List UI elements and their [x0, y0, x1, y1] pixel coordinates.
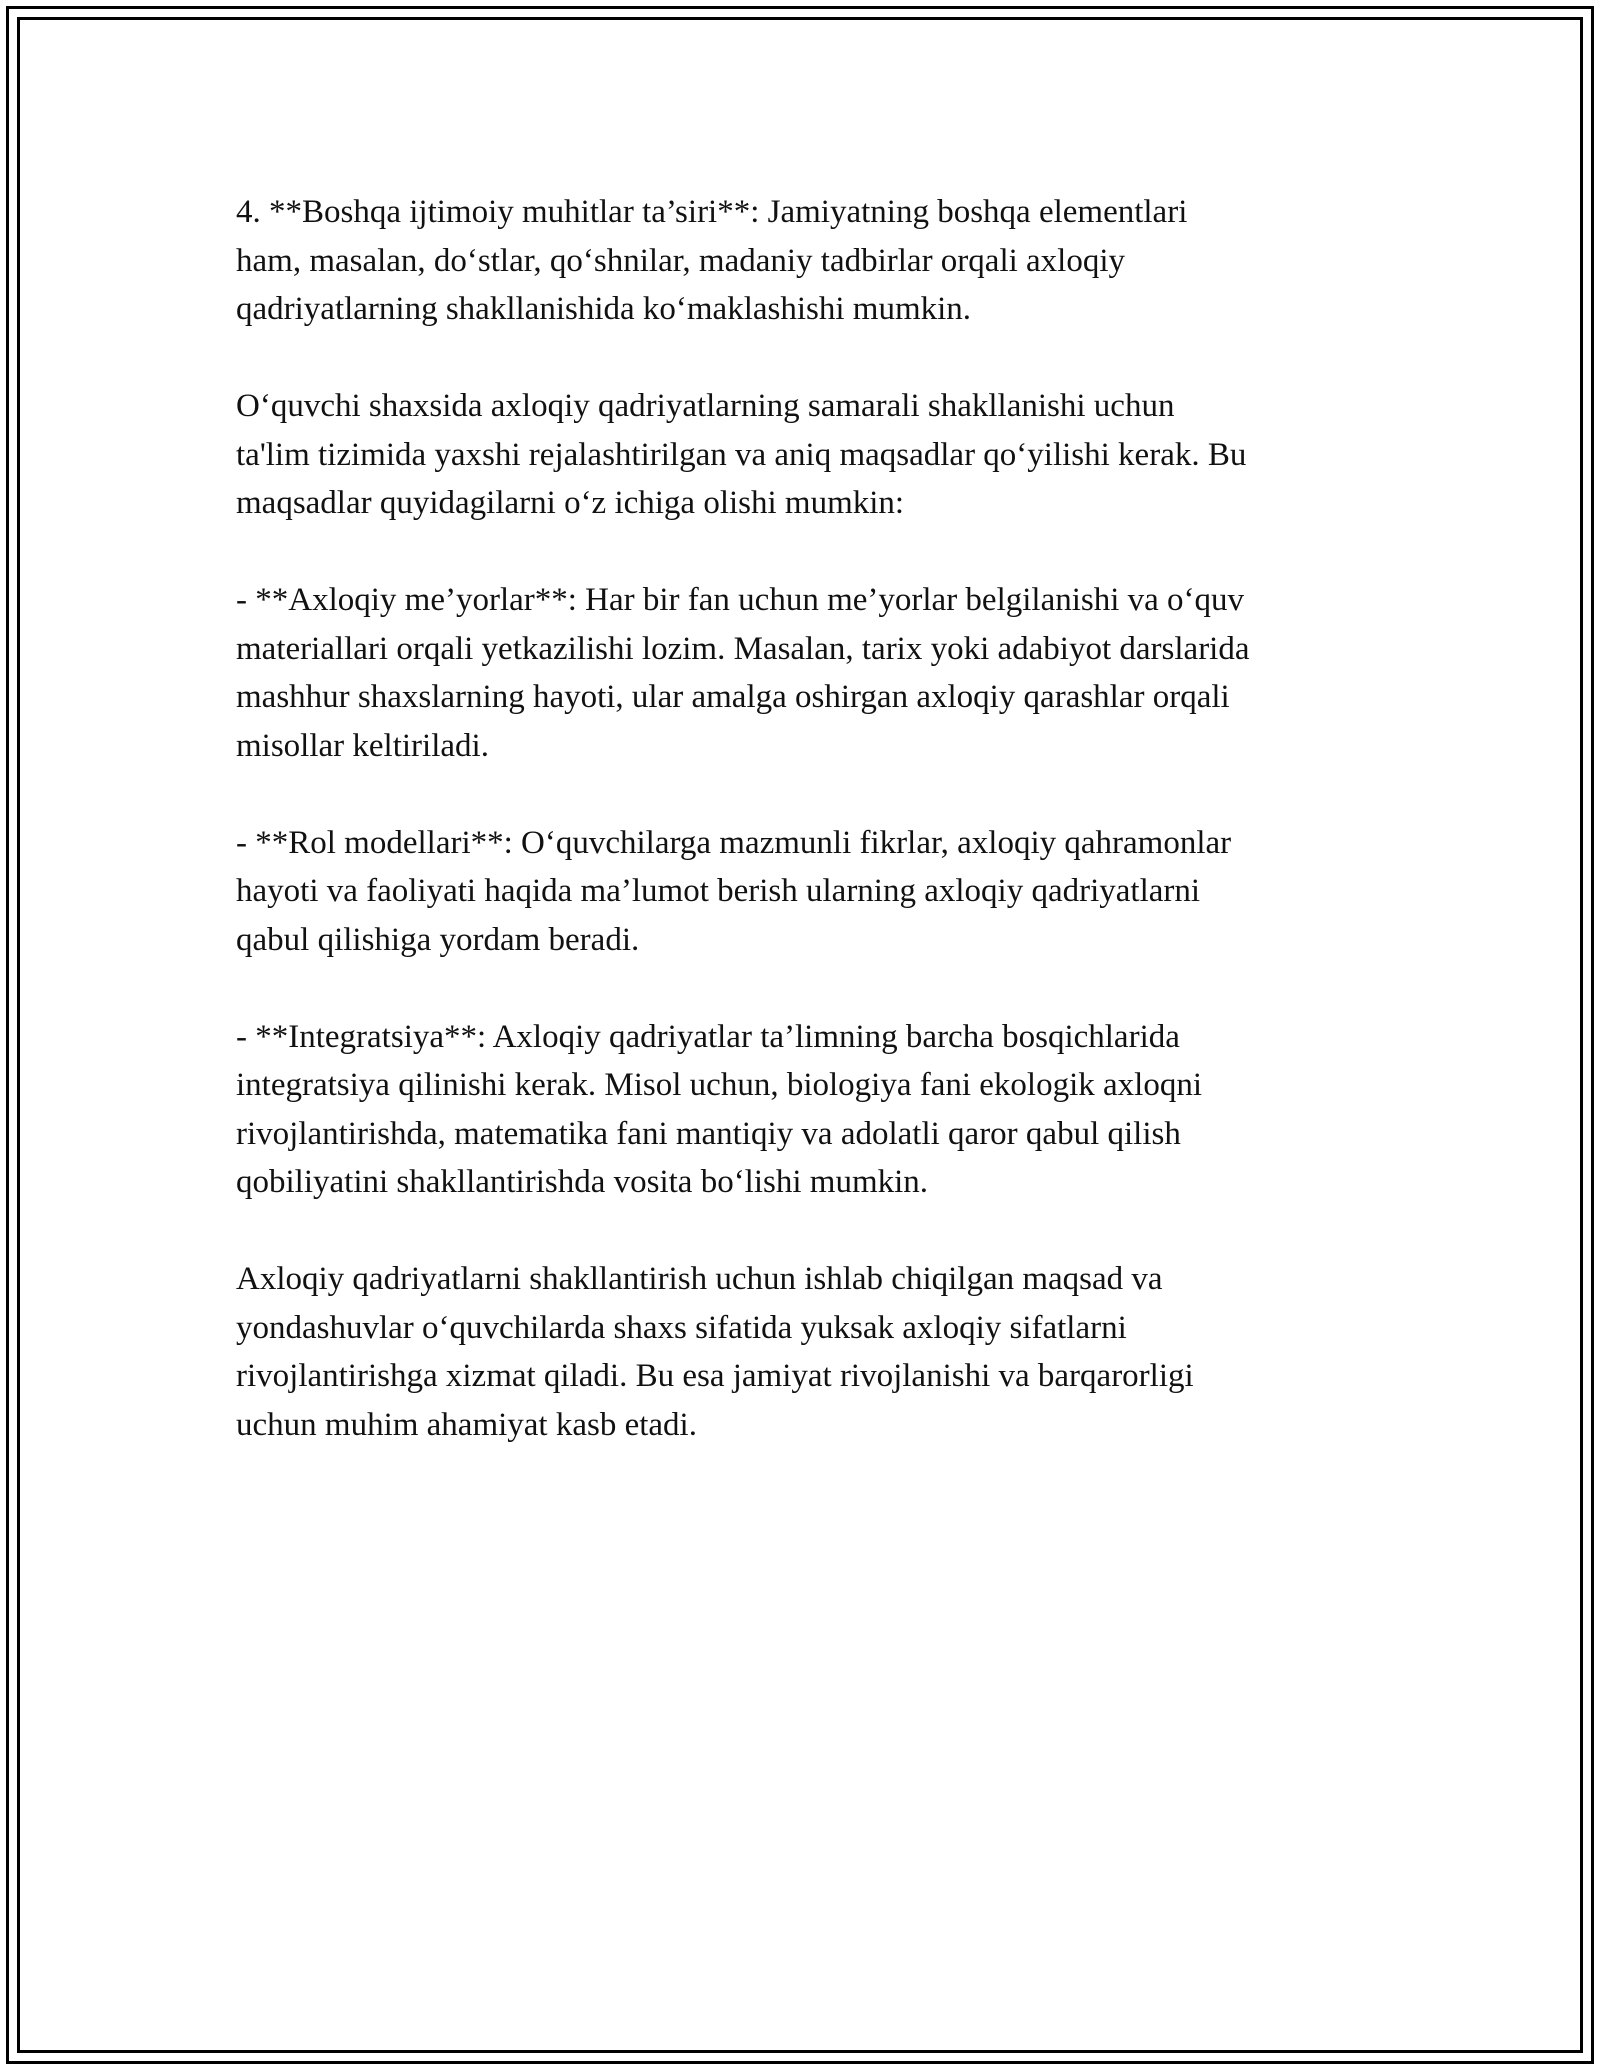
paragraph-role-models: - **Rol modellari**: O‘quvchilarga mazmunli fikrlar, axloqiy qahramonlar hayoti va faoliyati haqida ma’lumot berish ularning axloqiy qadriyatlarni qabul qilishiga yordam beradi. — [236, 824, 1232, 958]
paragraph-education-goals: O‘quvchi shaxsida axloqiy qadriyatlarning samarali shakllanishi uchun ta'lim tizimida yaxshi rejalashtirilgan va aniq maqsadlar qo‘yilishi kerak. Bu maqsadlar quyidagilarni o‘z ichiga olishi mumkin: — [236, 388, 1247, 521]
paragraph-conclusion: Axloqiy qadriyatlarni shakllantirish uchun ishlab chiqilgan maqsad va yondashuvlar o‘quvchilarda shaxs sifatida yuksak axloqiy sifatlarni rivojlantirishga xizmat qiladi. Bu esa jamiyat rivojlanishi va barqarorligi uchun muhim ahamiyat kasb etadi. — [236, 1261, 1194, 1443]
paragraph-integration: - **Integratsiya**: Axloqiy qadriyatlar ta’limning barcha bosqichlarida integratsiya qilinishi kerak. Misol uchun, biologiya fani ekologik axloqni rivojlantirishda, matematika fani mantiqiy va adolatli qaror qabul qilish qobiliyatini shakllantirishda vosita bo‘lishi mumkin. — [236, 1018, 1203, 1200]
paragraph-social-environment: 4. **Boshqa ijtimoiy muhitlar ta’siri**: Jamiyatning boshqa elementlari ham, masalan, do‘stlar, qo‘shnilar, madaniy tadbirlar orqali axloqiy qadriyatlarning shakllanishida ko‘maklashishi mumkin. — [236, 194, 1188, 327]
paragraph-moral-norms: - **Axloqiy me’yorlar**: Har bir fan uchun me’yorlar belgilanishi va o‘quv materiallari orqali yetkazilishi lozim. Masalan, tarix yoki adabiyot darslarida mashhur shaxslarning hayoti, ular amalga oshirgan axloqiy qarashlar orqali misollar keltiriladi. — [236, 582, 1250, 764]
document-body — [236, 188, 1386, 1498]
